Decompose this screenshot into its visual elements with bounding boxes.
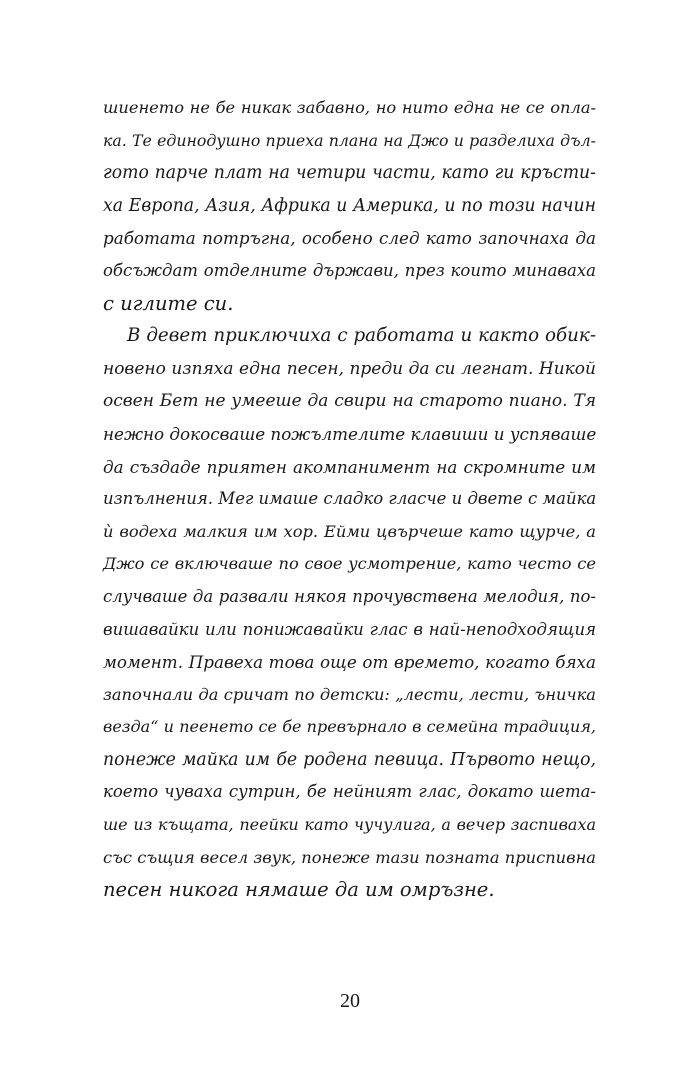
text-line: момент. Правеха това още от времето, когато бяха <box>103 652 596 673</box>
text-line: гото парче плат на четири части, като ги кръсти- <box>103 163 596 184</box>
text-line: случваше да развали някоя прочувствена мелодия, по- <box>103 586 596 606</box>
text-line: вишавайки или понижавайки глас в най-неподходящия <box>103 619 596 639</box>
text-line: новено изпяха една песен, преди да си легнат. Никой <box>103 358 596 379</box>
text-line: везда“ и пеенето се бе превърнало в семейна традиция, <box>103 717 596 737</box>
text-line: В девет приключиха с работата и както обик- <box>127 325 596 347</box>
text-line: с иглите си. <box>103 291 234 315</box>
text-line: ха Европа, Азия, Африка и Америка, и по този начин <box>103 195 596 216</box>
text-line: ка. Те единодушно приеха плана на Джо и разделиха дъл- <box>103 130 596 150</box>
text-line: песен никога нямаше да им омръзне. <box>103 878 495 902</box>
text-line: което чуваха сутрин, бе нейният глас, докато шета- <box>103 782 596 802</box>
paragraph-2 <box>103 320 596 907</box>
text-line: ше из къщата, пеейки като чучулига, а вечер заспиваха <box>103 815 596 835</box>
text-line: работата потръгна, особено след като започнаха да <box>103 228 596 249</box>
text-line: започнали да сричат по детски: „лести, лести, ъничка <box>103 684 596 704</box>
body-text <box>103 92 596 907</box>
text-line: обсъждат отделните държави, през които минаваха <box>103 260 596 280</box>
text-line: понеже майка им бе родена певица. Първото нещо, <box>103 749 596 770</box>
text-line: нежно докосваше пожълтелите клавиши и успяваше <box>103 423 597 444</box>
text-line: да създаде приятен акомпанимент на скромните им <box>103 456 596 477</box>
text-line: шиенето не бе никак забавно, но нито една не се опла- <box>103 98 596 117</box>
text-line: със същия весел звук, понеже тази позната приспивна <box>103 847 596 867</box>
page-number: 20 <box>340 990 360 1012</box>
text-line: Джо се включваше по свое усмотрение, като често се <box>103 554 596 574</box>
text-line: ѝ водеха малкия им хор. Ейми цвърчеше като щурче, а <box>103 521 596 541</box>
paragraph-1 <box>103 92 596 320</box>
text-line: изпълнения. Мег имаше сладко гласче и двете с майка <box>103 489 597 509</box>
text-line: освен Бет не умееше да свири на старото пиано. Тя <box>103 391 596 412</box>
